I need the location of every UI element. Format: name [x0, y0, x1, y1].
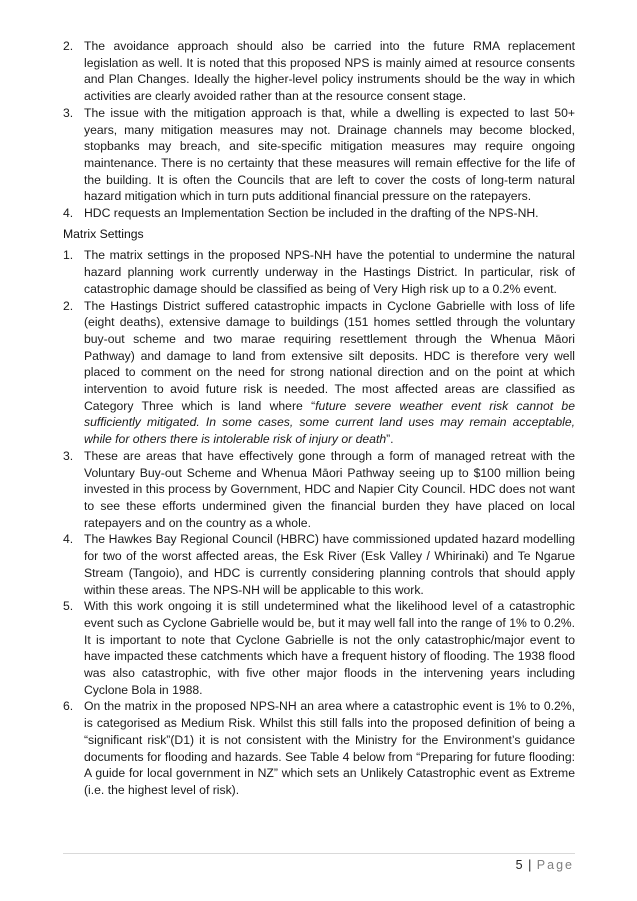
section-heading: Matrix Settings	[63, 226, 144, 241]
item-text: The matrix settings in the proposed NPS-NH have the potential to undermine the natural hazard planning work currently underway in the Hastings District. In particular, risk of catastrophic damage should be classified as being of Very High risk up to a 0.2% event.	[84, 248, 575, 296]
item-text: The Hawkes Bay Regional Council (HBRC) have commissioned updated hazard modelling for two of the worst affected areas, the Esk River (Esk Valley / Whirinaki) and Te Ngarue Stream (Tangoio), and HDC is currently considering planning controls that should apply within these areas. The NPS-NH will be applicable to this work.	[84, 532, 575, 597]
item-text: The issue with the mitigation approach is that, while a dwelling is expected to last 50+ years, many mitigation measures may not. Drainage channels may become blocked, stopbanks may breach, and site-specific mitigation measures may require ongoing maintenance. There is no certainty that these measures will remain effective for the life of the building. It is often the Councils that are left to cover the costs of long-term natural hazard mitigation which in turn puts additional financial pressure on the ratepayers.	[84, 105, 575, 204]
item-text: These are areas that have effectively gone through a form of managed retreat with the Voluntary Buy-out Scheme and Whenua Māori Pathway seeing up to $100 million being invested in this process by Government, HDC and Napier City Council. HDC does not want to see these efforts undermined given the financial burden they have placed on local ratepayers and on the country as a whole.	[84, 448, 575, 530]
item-text: On the matrix in the proposed NPS-NH an area where a catastrophic event is 1% to 0.2%, is categorised as Medium Risk. Whilst this still falls into the proposed definition of being a “significant risk”(D1) it is not consistent with the Ministry for the Environment’s guidance documents for flooding and hazards. See Table 4 below from “Preparing for future flooding: A guide for local government in NZ” which sets an Unlikely Catastrophic event as Extreme (i.e. the highest level of risk).	[84, 699, 575, 797]
list-item	[63, 205, 575, 222]
list-item	[63, 698, 575, 798]
page-footer	[516, 858, 574, 872]
list-item	[63, 247, 575, 297]
list-item	[63, 38, 575, 105]
category-three-quote: future severe weather event risk cannot be sufficiently mitigated. In some cases, some current land uses may remain acceptable, while for others there is intolerable risk of injury or death	[84, 398, 575, 447]
numbered-list-continued	[63, 38, 575, 222]
page-number: 5	[515, 858, 523, 872]
footer-divider	[63, 853, 575, 854]
item-text: HDC requests an Implementation Section be included in the drafting of the NPS-NH.	[84, 206, 539, 221]
page-content	[63, 38, 575, 799]
item-text-end: ”.	[386, 432, 394, 447]
footer-separator: |	[528, 858, 532, 872]
item-number: 4.	[63, 206, 74, 221]
list-item	[63, 531, 575, 598]
list-item	[63, 448, 575, 532]
item-text: The avoidance approach should also be carried into the future RMA replacement legislation as well. It is noted that this proposed NPS is mainly aimed at resource consents and Plan Changes. Ideally the higher-level policy instruments should be the way in which activities are clearly avoided rather than at the resource consent stage.	[84, 39, 575, 104]
item-number: 3.	[63, 105, 74, 120]
list-item	[63, 105, 575, 205]
item-text: The Hastings District suffered catastrophic impacts in Cyclone Gabrielle with loss of life (eight deaths), extensive damage to buildings (151 homes settled through the voluntary buy-out scheme and two marae requiring resettlement through the Whenua Māori Pathway) and damage to land from extensive silt deposits. HDC is therefore very well placed to comment on the need for strong national direction and on the point at which intervention to avoid future risk is needed. The most affected areas are classified as Category Three which is land where “	[84, 298, 575, 413]
item-number: 2.	[63, 39, 74, 53]
item-number: 3.	[63, 448, 74, 463]
item-text: With this work ongoing it is still undetermined what the likelihood level of a catastrophic event such as Cyclone Gabrielle would be, but it may well fall into the range of 1% to 0.2%. It is important to note that Cyclone Gabrielle is not the only catastrophic/major event to have impacted these catchments which have a frequent history of flooding. The 1938 flood was also catastrophic, with five other major floods in the intervening years including Cyclone Bola in 1988.	[84, 599, 575, 697]
item-number: 6.	[63, 699, 74, 714]
item-number: 4.	[63, 532, 74, 547]
list-item	[63, 598, 575, 698]
item-number: 1.	[63, 248, 74, 263]
item-number: 2.	[63, 298, 74, 313]
page-label: Page	[536, 858, 574, 872]
matrix-settings-list	[63, 247, 575, 798]
item-number: 5.	[63, 599, 74, 614]
list-item	[63, 298, 575, 448]
